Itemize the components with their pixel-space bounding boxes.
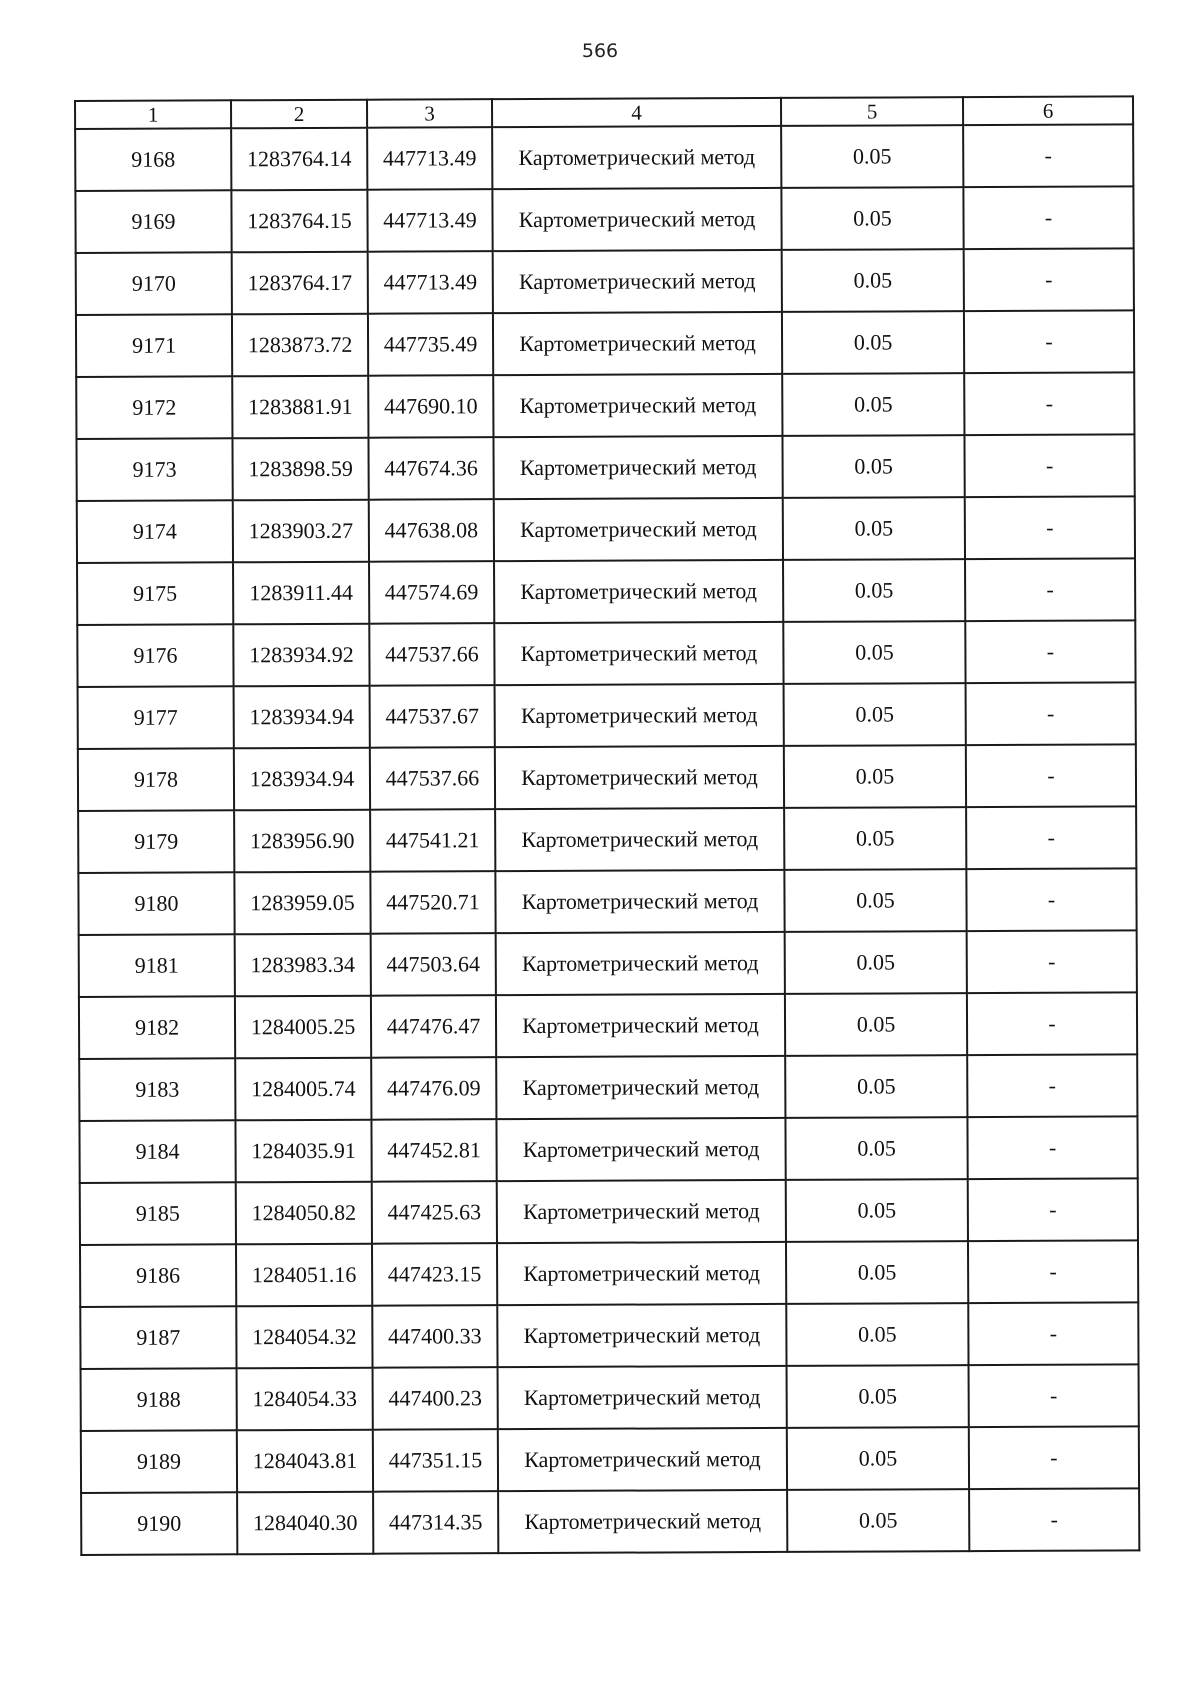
y-coordinate-cell: 447541.21 [370,809,495,872]
method-cell: Картометрический метод [493,312,782,375]
method-cell: Картометрический метод [496,1056,785,1119]
table-body [75,124,1139,1555]
note-cell: - [969,1426,1139,1489]
accuracy-cell: 0.05 [782,249,964,312]
table-row [78,682,1136,749]
table-row [81,1488,1139,1555]
accuracy-cell: 0.05 [782,435,964,498]
x-coordinate-cell: 1284005.74 [235,1058,371,1121]
y-coordinate-cell: 447476.47 [371,995,496,1058]
point-number-cell: 9177 [78,686,234,749]
page-number: 566 [581,40,619,62]
x-coordinate-cell: 1283873.72 [232,314,368,377]
y-coordinate-cell: 447674.36 [368,437,493,500]
note-cell: - [966,682,1136,745]
method-cell: Картометрический метод [492,126,781,189]
x-coordinate-cell: 1284051.16 [236,1244,372,1307]
point-number-cell: 9176 [77,624,233,687]
x-coordinate-cell: 1284054.33 [237,1368,373,1431]
table-row [79,1054,1137,1121]
document-sheet [74,95,1138,1556]
point-number-cell: 9182 [79,996,235,1059]
table-row [80,1178,1138,1245]
accuracy-cell: 0.05 [786,1241,968,1304]
y-coordinate-cell: 447713.49 [367,189,492,252]
point-number-cell: 9186 [80,1244,236,1307]
accuracy-cell: 0.05 [787,1489,969,1552]
column-header-6: 6 [963,96,1133,125]
note-cell: - [967,930,1137,993]
point-number-cell: 9181 [79,934,235,997]
column-header-2: 2 [231,100,367,129]
x-coordinate-cell: 1283903.27 [233,500,369,563]
note-cell: - [964,248,1134,311]
note-cell: - [965,496,1135,559]
accuracy-cell: 0.05 [781,125,963,188]
point-number-cell: 9170 [76,252,232,315]
y-coordinate-cell: 447690.10 [368,375,493,438]
x-coordinate-cell: 1284054.32 [236,1306,372,1369]
column-header-3: 3 [367,99,492,128]
method-cell: Картометрический метод [494,622,783,685]
accuracy-cell: 0.05 [782,311,964,374]
method-cell: Картометрический метод [498,1428,787,1491]
x-coordinate-cell: 1283764.15 [231,190,367,253]
accuracy-cell: 0.05 [783,497,965,560]
note-cell: - [968,1178,1138,1241]
y-coordinate-cell: 447638.08 [369,499,494,562]
method-cell: Картометрический метод [497,1304,786,1367]
x-coordinate-cell: 1283881.91 [232,376,368,439]
accuracy-cell: 0.05 [786,1303,968,1366]
table-row [77,496,1135,563]
table-row [77,620,1135,687]
note-cell: - [967,1054,1137,1117]
table-row [76,248,1134,315]
table-row [81,1426,1139,1493]
point-number-cell: 9174 [77,500,233,563]
point-number-cell: 9173 [76,438,232,501]
y-coordinate-cell: 447400.23 [373,1367,498,1430]
point-number-cell: 9180 [78,872,234,935]
accuracy-cell: 0.05 [785,931,967,994]
table-row [78,744,1136,811]
table-row [78,868,1136,935]
column-header-1: 1 [75,100,231,129]
table-row [76,372,1134,439]
table-row [75,124,1133,191]
point-number-cell: 9190 [81,1492,237,1555]
x-coordinate-cell: 1283911.44 [233,562,369,625]
point-number-cell: 9187 [80,1306,236,1369]
method-cell: Картометрический метод [495,684,784,747]
point-number-cell: 9189 [81,1430,237,1493]
note-cell: - [969,1364,1139,1427]
x-coordinate-cell: 1284050.82 [236,1182,372,1245]
table-row [77,558,1135,625]
note-cell: - [966,744,1136,807]
x-coordinate-cell: 1284005.25 [235,996,371,1059]
x-coordinate-cell: 1283934.92 [233,624,369,687]
table-row [80,1302,1138,1369]
table-row [79,992,1137,1059]
y-coordinate-cell: 447537.66 [369,623,494,686]
x-coordinate-cell: 1283934.94 [234,748,370,811]
y-coordinate-cell: 447476.09 [371,1057,496,1120]
y-coordinate-cell: 447452.81 [371,1119,496,1182]
y-coordinate-cell: 447735.49 [368,313,493,376]
y-coordinate-cell: 447314.35 [373,1491,498,1554]
note-cell: - [964,372,1134,435]
point-number-cell: 9169 [75,190,231,253]
table-row [76,310,1134,377]
table-row [75,186,1133,253]
accuracy-cell: 0.05 [785,1055,967,1118]
note-cell: - [966,806,1136,869]
method-cell: Картометрический метод [496,1118,785,1181]
method-cell: Картометрический метод [493,374,782,437]
point-number-cell: 9178 [78,748,234,811]
note-cell: - [966,868,1136,931]
method-cell: Картометрический метод [493,436,782,499]
x-coordinate-cell: 1284040.30 [237,1492,373,1555]
accuracy-cell: 0.05 [782,373,964,436]
point-number-cell: 9171 [76,314,232,377]
method-cell: Картометрический метод [497,1242,786,1305]
accuracy-cell: 0.05 [784,745,966,808]
y-coordinate-cell: 447537.67 [370,685,495,748]
y-coordinate-cell: 447713.49 [367,127,492,190]
point-number-cell: 9184 [79,1120,235,1183]
accuracy-cell: 0.05 [783,559,965,622]
accuracy-cell: 0.05 [784,869,966,932]
column-header-5: 5 [781,97,963,126]
note-cell: - [968,1302,1138,1365]
method-cell: Картометрический метод [498,1366,787,1429]
table-row [79,930,1137,997]
x-coordinate-cell: 1283934.94 [234,686,370,749]
y-coordinate-cell: 447425.63 [372,1181,497,1244]
point-number-cell: 9183 [79,1058,235,1121]
point-number-cell: 9168 [75,128,231,191]
method-cell: Картометрический метод [495,808,784,871]
x-coordinate-cell: 1283983.34 [235,934,371,997]
x-coordinate-cell: 1283764.17 [232,252,368,315]
table-row [79,1116,1137,1183]
accuracy-cell: 0.05 [785,993,967,1056]
method-cell: Картометрический метод [494,560,783,623]
accuracy-cell: 0.05 [783,621,965,684]
x-coordinate-cell: 1283898.59 [232,438,368,501]
accuracy-cell: 0.05 [786,1179,968,1242]
x-coordinate-cell: 1284035.91 [235,1120,371,1183]
note-cell: - [964,310,1134,373]
note-cell: - [967,1116,1137,1179]
y-coordinate-cell: 447503.64 [371,933,496,996]
x-coordinate-cell: 1283959.05 [234,872,370,935]
table-row [80,1240,1138,1307]
y-coordinate-cell: 447400.33 [372,1305,497,1368]
y-coordinate-cell: 447537.66 [370,747,495,810]
table-row [81,1364,1139,1431]
point-number-cell: 9172 [76,376,232,439]
y-coordinate-cell: 447713.49 [368,251,493,314]
method-cell: Картометрический метод [497,1180,786,1243]
accuracy-cell: 0.05 [785,1117,967,1180]
point-number-cell: 9188 [81,1368,237,1431]
point-number-cell: 9175 [77,562,233,625]
method-cell: Картометрический метод [498,1490,787,1553]
y-coordinate-cell: 447351.15 [373,1429,498,1492]
note-cell: - [963,186,1133,249]
column-header-4: 4 [492,98,781,127]
note-cell: - [965,620,1135,683]
note-cell: - [963,124,1133,187]
method-cell: Картометрический метод [496,932,785,995]
method-cell: Картометрический метод [492,188,781,251]
method-cell: Картометрический метод [496,994,785,1057]
table-row [76,434,1134,501]
table-row [78,806,1136,873]
accuracy-cell: 0.05 [787,1427,969,1490]
y-coordinate-cell: 447520.71 [370,871,495,934]
point-number-cell: 9185 [80,1182,236,1245]
method-cell: Картометрический метод [495,870,784,933]
x-coordinate-cell: 1283764.14 [231,128,367,191]
accuracy-cell: 0.05 [787,1365,969,1428]
note-cell: - [968,1240,1138,1303]
y-coordinate-cell: 447423.15 [372,1243,497,1306]
note-cell: - [965,558,1135,621]
note-cell: - [964,434,1134,497]
note-cell: - [967,992,1137,1055]
x-coordinate-cell: 1284043.81 [237,1430,373,1493]
method-cell: Картометрический метод [495,746,784,809]
note-cell: - [969,1488,1139,1551]
method-cell: Картометрический метод [493,250,782,313]
y-coordinate-cell: 447574.69 [369,561,494,624]
accuracy-cell: 0.05 [784,807,966,870]
coordinates-table [74,95,1140,1556]
point-number-cell: 9179 [78,810,234,873]
method-cell: Картометрический метод [494,498,783,561]
x-coordinate-cell: 1283956.90 [234,810,370,873]
accuracy-cell: 0.05 [784,683,966,746]
accuracy-cell: 0.05 [781,187,963,250]
